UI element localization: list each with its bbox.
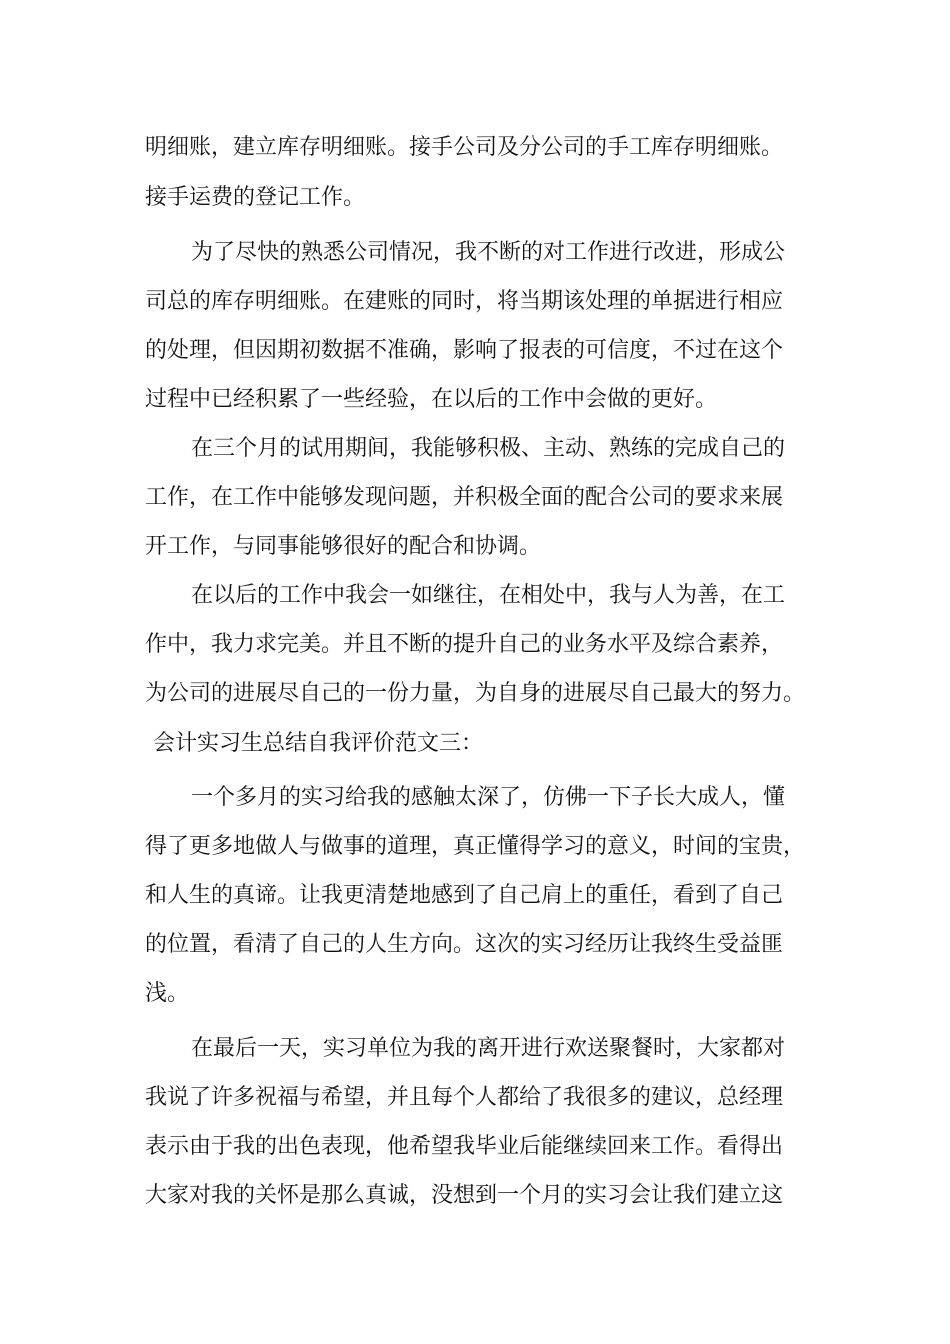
text-line: 我说了许多祝福与希望，并且每个人都给了我很多的建议，总经理 bbox=[145, 1085, 784, 1110]
text-line: 明细账，建立库存明细账。接手公司及分公司的手工库存明细账。 bbox=[145, 135, 784, 160]
text-line: 司总的库存明细账。在建账的同时，将当期该处理的单据进行相应 bbox=[145, 289, 784, 314]
text-line: 作中，我力求完美。并且不断的提升自己的业务水平及综合素养， bbox=[145, 632, 784, 657]
text-line: 在三个月的试用期间，我能够积极、主动、熟练的完成自己的 bbox=[191, 436, 786, 461]
text-line: 的位置，看清了自己的人生方向。这次的实习经历让我终生受益匪 bbox=[145, 932, 784, 957]
text-line: 接手运费的登记工作。 bbox=[145, 185, 366, 210]
text-line: 表示由于我的出色表现，他希望我毕业后能继续回来工作。看得出 bbox=[145, 1134, 784, 1159]
text-line: 大家对我的关怀是那么真诚，没想到一个月的实习会让我们建立这 bbox=[145, 1183, 784, 1208]
text-line: 为了尽快的熟悉公司情况，我不断的对工作进行改进，形成公 bbox=[191, 240, 786, 265]
text-line: 得了更多地做人与做事的道理，真正懂得学习的意义，时间的宝贵， bbox=[145, 834, 806, 859]
text-line: 和人生的真谛。让我更清楚地感到了自己肩上的重任，看到了自己 bbox=[145, 883, 784, 908]
text-line: 为公司的进展尽自己的一份力量，为自身的进展尽自己最大的努力。 bbox=[145, 681, 806, 706]
text-line: 在最后一天，实习单位为我的离开进行欢送聚餐时，大家都对 bbox=[191, 1036, 786, 1061]
text-line: 浅。 bbox=[145, 981, 190, 1006]
text-line: 工作，在工作中能够发现问题，并积极全面的配合公司的要求来展 bbox=[145, 485, 784, 510]
text-line: 的处理，但因期初数据不准确，影响了报表的可信度，不过在这个 bbox=[145, 338, 784, 363]
text-line: 开工作，与同事能够很好的配合和协调。 bbox=[145, 534, 542, 559]
text-line: 在以后的工作中我会一如继往，在相处中，我与人为善，在工 bbox=[191, 583, 786, 608]
section-heading: 会计实习生总结自我评价范文三： bbox=[153, 731, 484, 756]
text-line: 一个多月的实习给我的感触太深了，仿佛一下子长大成人，懂 bbox=[191, 785, 786, 810]
text-line: 过程中已经积累了一些经验，在以后的工作中会做的更好。 bbox=[145, 387, 718, 412]
